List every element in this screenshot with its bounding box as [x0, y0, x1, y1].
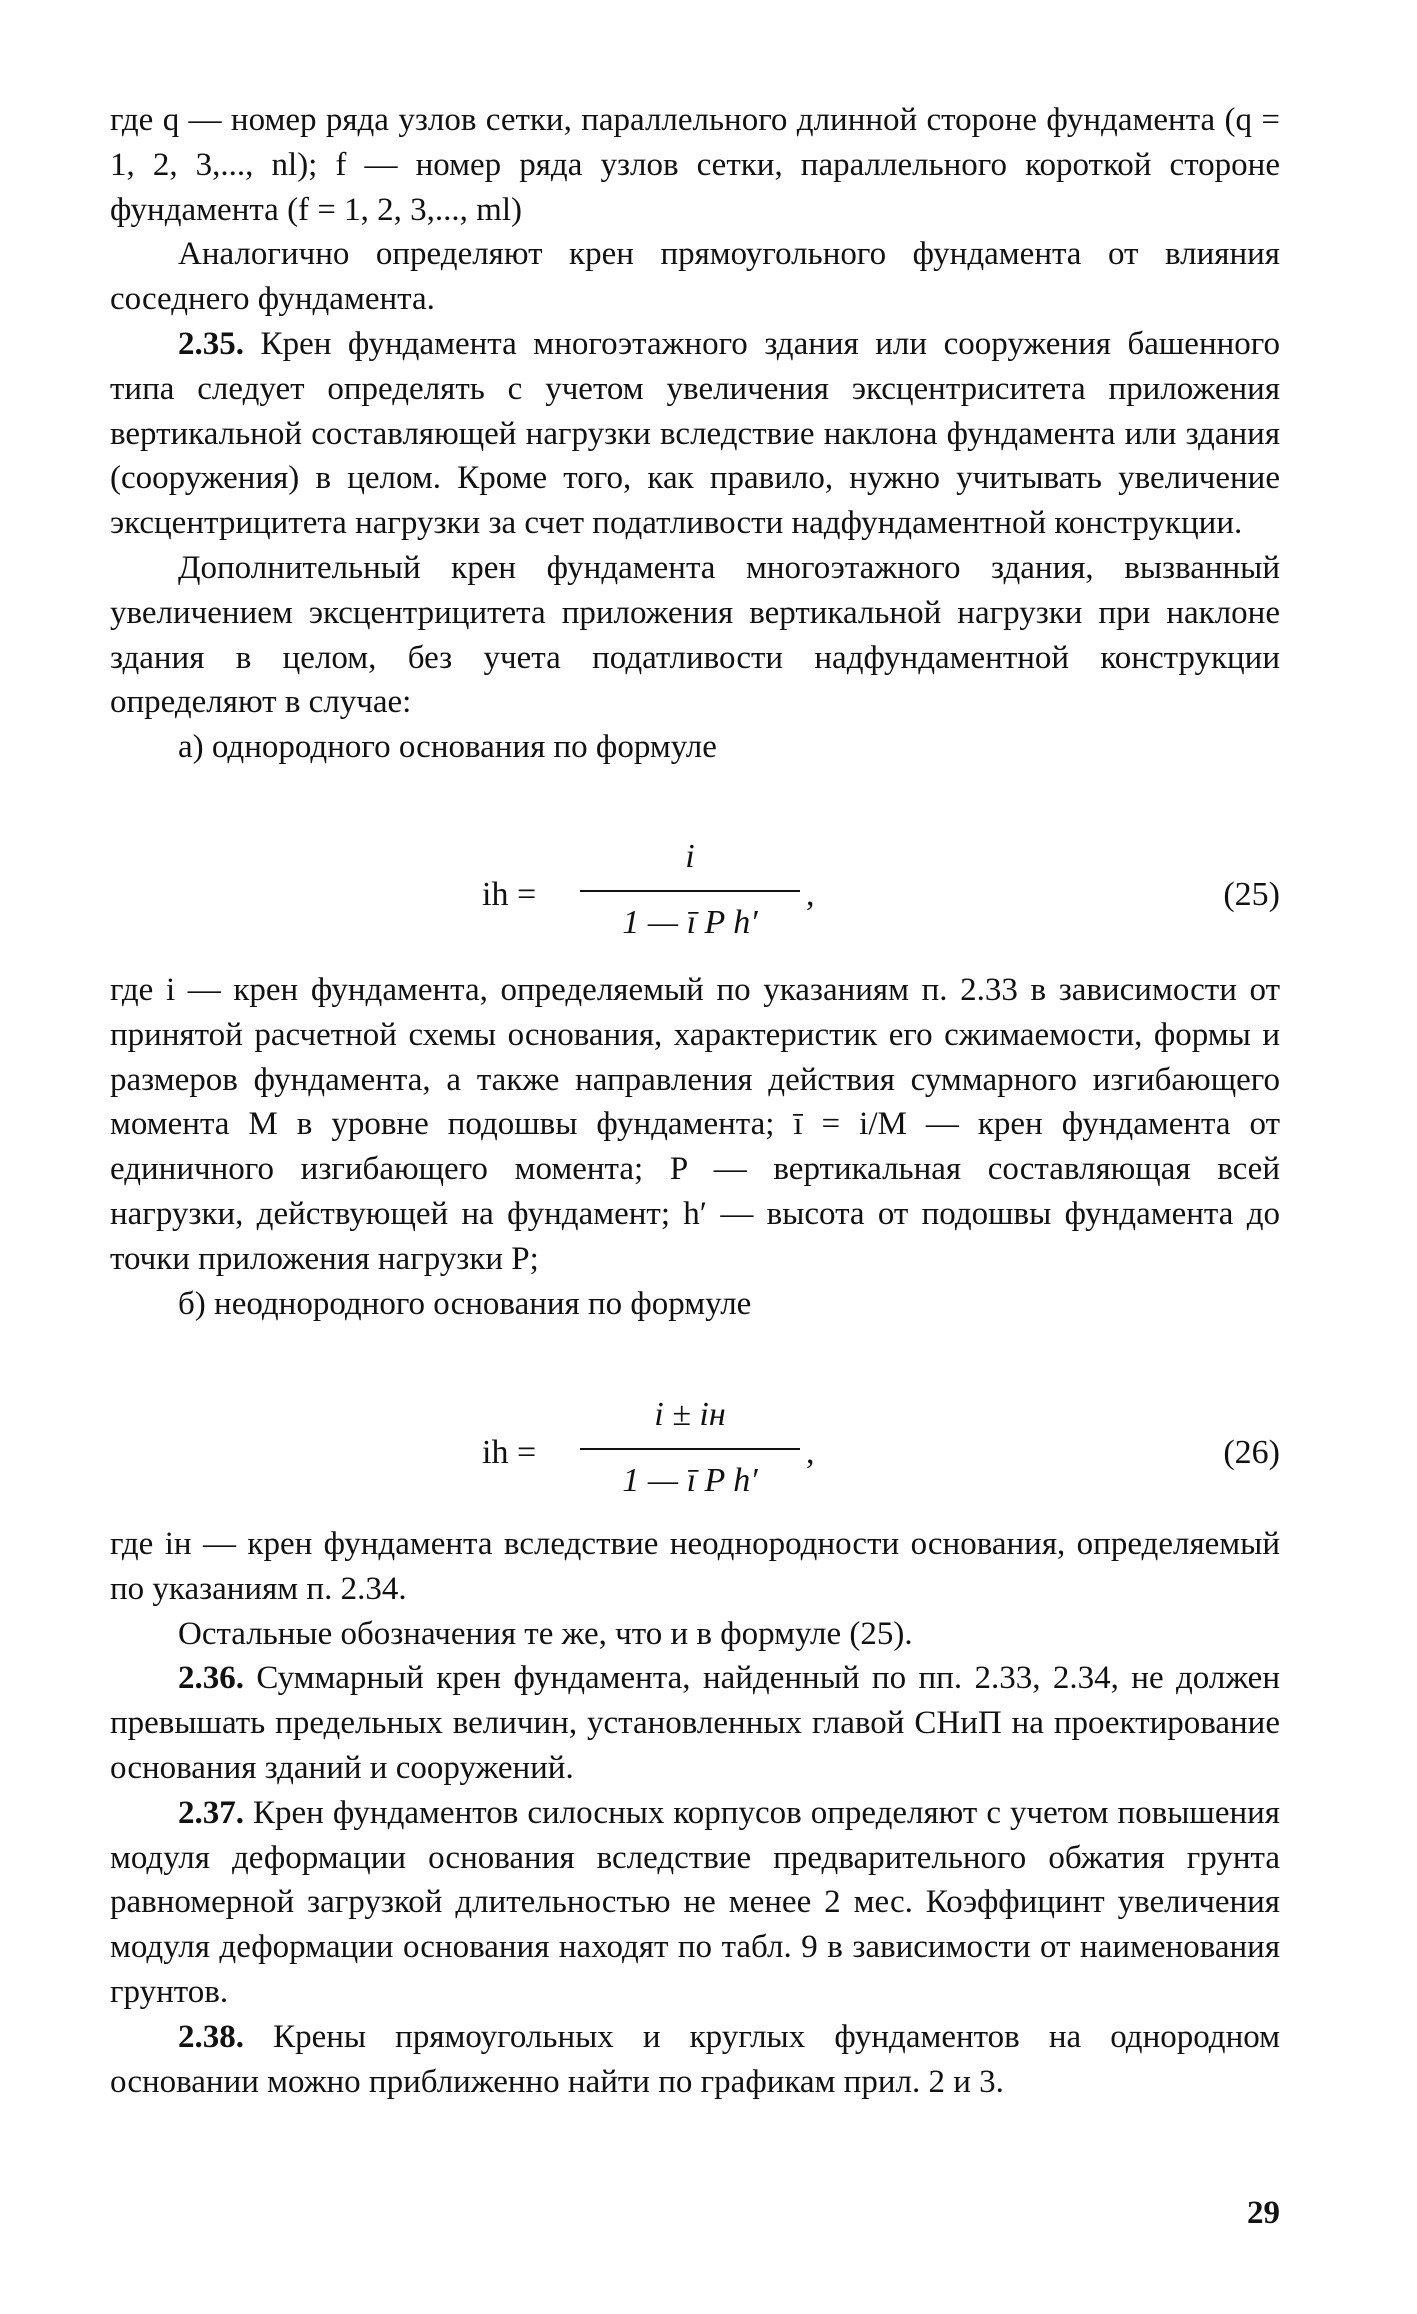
section-number: 2.35. [178, 325, 244, 362]
section-2-36 [110, 1656, 1280, 1790]
page-number: 29 [1247, 2195, 1280, 2231]
formula-lhs: ih = [482, 1434, 537, 1471]
formula-26 [110, 1390, 1280, 1522]
section-number: 2.38. [178, 2018, 244, 2055]
fraction-bar [580, 1448, 800, 1450]
section-2-37 [110, 1791, 1280, 2015]
formula-fraction [580, 1390, 800, 1506]
section-number: 2.36. [178, 1660, 244, 1697]
section-text: Крен фундамента многоэтажного здания или сооружения башенного типа следует определять с учетом увеличения эксцентриситета приложения вертикальной составляющей нагрузки вследствие наклона фундамента или здания (сооружения) в целом. Кроме того, как правило, нужно учитывать увеличение эксцентрицитета нагрузки за счет податливости надфундаментной конструкции. [110, 325, 1280, 542]
formula-25 [110, 832, 1280, 964]
formula-fraction [580, 832, 800, 948]
formula-lhs: ih = [482, 876, 537, 913]
item-b-heterogeneous: б) неоднородного основания по формуле [178, 1285, 752, 1322]
section-text: Крен фундаментов силосных корпусов определяют с учетом повышения модуля деформации основания вследствие предварительного обжатия грунта равномерной загрузкой длительностью не менее 2 мес. Коэффицинт увеличения модуля деформации основания находят по табл. 9 в зависимости от наименования грунтов. [110, 1794, 1280, 2010]
fraction-bar [580, 890, 800, 892]
text-block-top [110, 98, 1280, 770]
paragraph-grid-definition: где q — номер ряда узлов сетки, параллельного длинной стороне фундамента (q = 1, 2, 3,..., nl); f — номер ряда узлов сетки, параллельного короткой стороне фундамента (f = 1, 2, 3,..., ml) [110, 102, 1280, 228]
section-text: Суммарный крен фундамента, найденный по пп. 2.33, 2.34, не должен превышать предельных величин, установленных главой СНиП на проектирование основания зданий и сооружений. [110, 1660, 1280, 1786]
formula-numerator: i [685, 838, 695, 875]
text-block-bottom [110, 1522, 1280, 2104]
formula-numerator: i ± iн [654, 1396, 726, 1433]
formula-comma: , [806, 876, 815, 913]
section-text: Крены прямоугольных и круглых фундаментов на однородном основании можно приближенно найти по графикам прил. 2 и 3. [110, 2018, 1280, 2100]
section-2-38 [110, 2015, 1280, 2105]
section-number: 2.37. [178, 1794, 244, 1831]
formula-number: (26) [1223, 1434, 1280, 1471]
paragraph-rest-notation: Остальные обозначения те же, что и в формуле (25). [178, 1615, 913, 1652]
paragraph-explanation-26: где iн — крен фундамента вследствие неоднородности основания, определяемый по указаниям п. 2.34. [110, 1526, 1280, 1607]
paragraph-similar-determination: Аналогично определяют крен прямоугольного фундамента от влияния соседнего фундамента. [110, 236, 1280, 318]
formula-denominator: 1 — ī P h′ [622, 1462, 758, 1499]
formula-denominator: 1 — ī P h′ [622, 904, 758, 941]
item-a-homogeneous: а) однородного основания по формуле [178, 729, 717, 766]
paragraph-additional-tilt: Дополнительный крен фундамента многоэтажного здания, вызванный увеличением эксцентрицитета приложения вертикальной нагрузки при наклоне здания в целом, без учета податливости надфундаментной конструкции определяют в случае: [110, 549, 1280, 721]
formula-number: (25) [1223, 876, 1280, 913]
section-2-35 [110, 322, 1280, 546]
text-block-middle [110, 968, 1280, 1326]
paragraph-explanation-25: где i — крен фундамента, определяемый по указаниям п. 2.33 в зависимости от принятой расчетной схемы основания, характеристик его сжимаемости, формы и размеров фундамента, а также направления действия суммарного изгибающего момента M в уровне подошвы фундамента; ī = i/M — крен фундамента от единичного изгибающего момента; P — вертикальная составляющая всей нагрузки, действующей на фундамент; h′ — высота от подошвы фундамента до точки приложения нагрузки P; [110, 972, 1280, 1277]
formula-comma: , [806, 1434, 815, 1471]
